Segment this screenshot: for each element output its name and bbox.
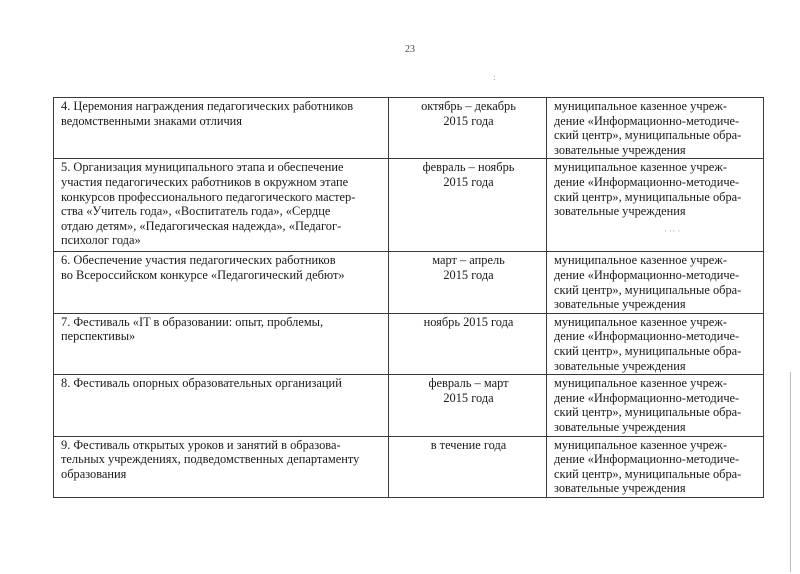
responsible-cell-line: зовательные учреждения <box>554 142 686 157</box>
responsible-cell-line: муниципальное казенное учреж- <box>554 253 727 268</box>
period-cell-line: октябрь – декабрь <box>421 99 516 113</box>
event-cell-line: 8. Фестиваль опорных образовательных организаций <box>61 376 342 391</box>
event-cell-line: отдаю детям», «Педагогическая надежда», «Педагог- <box>61 218 342 233</box>
period-cell-line: 2015 года <box>443 174 494 189</box>
event-cell-line: образования <box>61 466 127 481</box>
period-cell-line: февраль – март <box>428 376 509 391</box>
event-cell-line: 4. Церемония награждения педагогических работников <box>61 99 354 113</box>
responsible-cell-line: зовательные учреждения <box>554 297 686 312</box>
responsible-cell-line: ский центр», муниципальные обра- <box>554 466 742 481</box>
responsible-cell-line: дение «Информационно-методиче- <box>554 267 740 282</box>
event-cell-line: ства «Учитель года», «Воспитатель года», «Сердце <box>61 204 331 219</box>
period-cell-line: в течение года <box>430 437 507 452</box>
events-table <box>53 97 764 498</box>
responsible-cell-line: муниципальное казенное учреж- <box>554 437 727 452</box>
period-cell <box>389 98 547 159</box>
responsible-cell-line: зовательные учреждения <box>554 358 686 373</box>
responsible-cell-line: ский центр», муниципальные обра- <box>554 128 742 143</box>
responsible-cell <box>547 98 764 159</box>
table-row <box>54 98 764 159</box>
period-cell <box>389 375 547 436</box>
event-cell-line: участия педагогических работников в окружном этапе <box>61 174 349 189</box>
period-cell-line: март – апрель <box>432 253 505 268</box>
responsible-cell-line: дение «Информационно-методиче- <box>554 113 740 128</box>
scan-speck: : <box>493 72 496 82</box>
responsible-cell-line: зовательные учреждения <box>554 481 686 496</box>
responsible-cell-line: дение «Информационно-методиче- <box>554 452 740 467</box>
responsible-cell <box>547 159 764 252</box>
period-cell-line: февраль – ноябрь <box>422 160 515 175</box>
period-cell-line: 2015 года <box>443 390 494 405</box>
responsible-cell-line: дение «Информационно-методиче- <box>554 174 740 189</box>
period-cell-line: ноябрь 2015 года <box>423 314 514 329</box>
responsible-cell <box>547 436 764 497</box>
event-cell <box>54 252 389 313</box>
responsible-cell-line: дение «Информационно-методиче- <box>554 390 740 405</box>
responsible-cell-line: муниципальное казенное учреж- <box>554 376 727 391</box>
event-cell <box>54 159 389 252</box>
responsible-cell-line: ский центр», муниципальные обра- <box>554 405 742 420</box>
responsible-cell-line: дение «Информационно-методиче- <box>554 329 740 344</box>
event-cell-line: 9. Фестиваль открытых уроков и занятий в образова- <box>61 437 341 452</box>
table-row <box>54 436 764 497</box>
period-cell <box>389 159 547 252</box>
responsible-cell-line: муниципальное казенное учреж- <box>554 314 727 329</box>
responsible-cell <box>547 252 764 313</box>
scan-edge-line <box>790 372 791 572</box>
event-cell-line: 5. Организация муниципального этапа и обеспечение <box>61 160 344 175</box>
event-cell-line: психолог года» <box>61 233 141 248</box>
event-cell-line: 6. Обеспечение участия педагогических работников <box>61 253 336 268</box>
responsible-cell-line: муниципальное казенное учреж- <box>554 99 727 113</box>
table-row <box>54 252 764 313</box>
responsible-cell-line: муниципальное казенное учреж- <box>554 160 727 175</box>
event-cell-line: во Всероссийском конкурсе «Педагогический дебют» <box>61 267 345 282</box>
period-cell <box>389 313 547 374</box>
period-cell <box>389 436 547 497</box>
responsible-cell-line: ский центр», муниципальные обра- <box>554 189 742 204</box>
page-number: 23 <box>405 44 415 55</box>
table-row <box>54 159 764 252</box>
responsible-cell <box>547 313 764 374</box>
event-cell-line: ведомственными знаками отличия <box>61 113 243 128</box>
event-cell-line: тельных учреждениях, подведомственных департаменту <box>61 452 360 467</box>
event-cell <box>54 313 389 374</box>
event-cell <box>54 375 389 436</box>
table-row <box>54 313 764 374</box>
event-cell-line: перспективы» <box>61 329 136 344</box>
responsible-cell-line: ский центр», муниципальные обра- <box>554 282 742 297</box>
table-row <box>54 375 764 436</box>
event-cell <box>54 436 389 497</box>
responsible-cell <box>547 375 764 436</box>
responsible-cell-line: ский центр», муниципальные обра- <box>554 343 742 358</box>
period-cell-line: 2015 года <box>443 267 494 282</box>
event-cell-line: конкурсов профессионального педагогического мастер- <box>61 189 356 204</box>
responsible-cell-line: зовательные учреждения <box>554 419 686 434</box>
responsible-cell-line: зовательные учреждения <box>554 204 686 219</box>
period-cell-line: 2015 года <box>443 113 494 128</box>
event-cell-line: 7. Фестиваль «IT в образовании: опыт, проблемы, <box>61 314 324 329</box>
scan-speck: · ·· · <box>664 226 681 236</box>
event-cell <box>54 98 389 159</box>
period-cell <box>389 252 547 313</box>
